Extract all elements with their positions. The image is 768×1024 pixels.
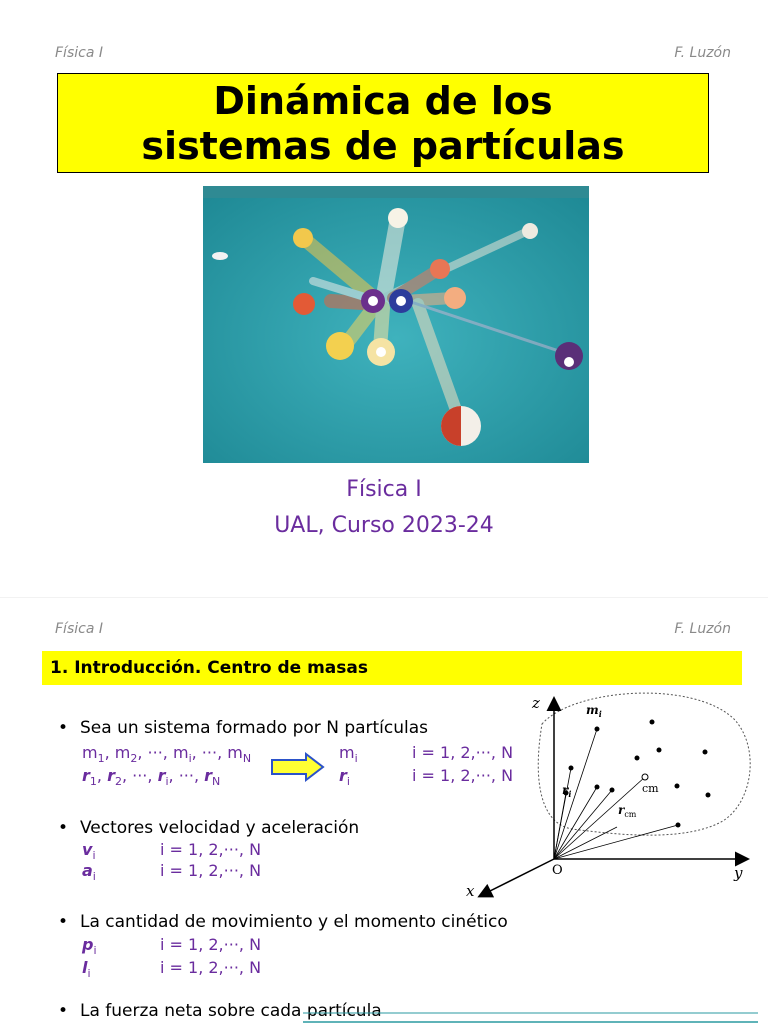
center-of-mass-diagram xyxy=(462,684,762,904)
page-divider xyxy=(0,597,768,598)
bullet-text: Vectores velocidad y aceleración xyxy=(80,818,360,838)
cm-label: cm xyxy=(642,782,659,795)
rcm-label: $r_{cm}$ xyxy=(618,803,637,819)
page1-header-right: F. Luzón xyxy=(674,45,731,61)
bullet-text: La fuerza neta sobre cada partícula xyxy=(80,1001,382,1021)
position-range: i = 1, 2,···, N xyxy=(412,766,514,785)
x-axis xyxy=(480,859,554,896)
page2-header-left: Física I xyxy=(55,621,103,637)
y-label: y xyxy=(734,864,743,882)
bullet-dot: • xyxy=(58,912,69,932)
mi-label: $m_i$ xyxy=(586,703,602,719)
mass-range: i = 1, 2,···, N xyxy=(412,743,514,762)
page1-header-left: Física I xyxy=(55,45,103,61)
ri-label: $r_i$ xyxy=(562,783,572,799)
subtitle-university: UAL, Curso 2023-24 xyxy=(274,513,494,538)
title-line-2: sistemas de partículas xyxy=(141,124,625,168)
velocity-range: i = 1, 2,···, N xyxy=(160,840,262,859)
system-boundary xyxy=(538,693,750,835)
subtitle-course: Física I xyxy=(346,477,422,502)
z-label: z xyxy=(532,694,540,712)
section-heading: 1. Introducción. Centro de masas xyxy=(42,651,742,685)
bullet-dot: • xyxy=(58,818,69,838)
masses-list: $m_1$, $m_2$, ···, $m_i$, ···, $m_N$ xyxy=(82,743,252,766)
momentum-symbol: $p_i$ xyxy=(82,935,97,958)
bullet-text: La cantidad de movimiento y el momento cinético xyxy=(80,912,508,932)
positions-list: $r_1$, $r_2$, ···, $r_i$, ···, $r_N$ xyxy=(82,766,221,789)
billiard-photo xyxy=(203,186,589,463)
page-title-box xyxy=(57,73,709,173)
particles xyxy=(564,720,711,828)
origin-label: O xyxy=(552,863,563,878)
title-line-1: Dinámica de los xyxy=(213,79,553,123)
momentum-range: i = 1, 2,···, N xyxy=(160,935,262,954)
bottom-table-fragment xyxy=(303,1012,758,1024)
center-of-mass-marker xyxy=(642,774,648,780)
bullet-momentum xyxy=(58,912,508,932)
position-generic: $r_i$ xyxy=(339,766,350,789)
bullet-velocity-acceleration xyxy=(58,818,359,838)
angular-momentum-symbol: $l_i$ xyxy=(82,958,91,981)
mass-generic: $m_i$ xyxy=(339,743,358,766)
angular-momentum-range: i = 1, 2,···, N xyxy=(160,958,262,977)
velocity-symbol: $v_i$ xyxy=(82,840,96,863)
x-label: x xyxy=(466,882,475,900)
block-arrow-icon xyxy=(270,752,326,782)
acceleration-range: i = 1, 2,···, N xyxy=(160,861,262,880)
bullet-text: Sea un sistema formado por N partículas xyxy=(80,718,429,738)
bullet-dot: • xyxy=(58,718,69,738)
bullet-particles xyxy=(58,718,428,738)
page2-header-right: F. Luzón xyxy=(674,621,731,637)
bullet-dot: • xyxy=(58,1001,69,1021)
acceleration-symbol: $a_i$ xyxy=(82,861,96,884)
